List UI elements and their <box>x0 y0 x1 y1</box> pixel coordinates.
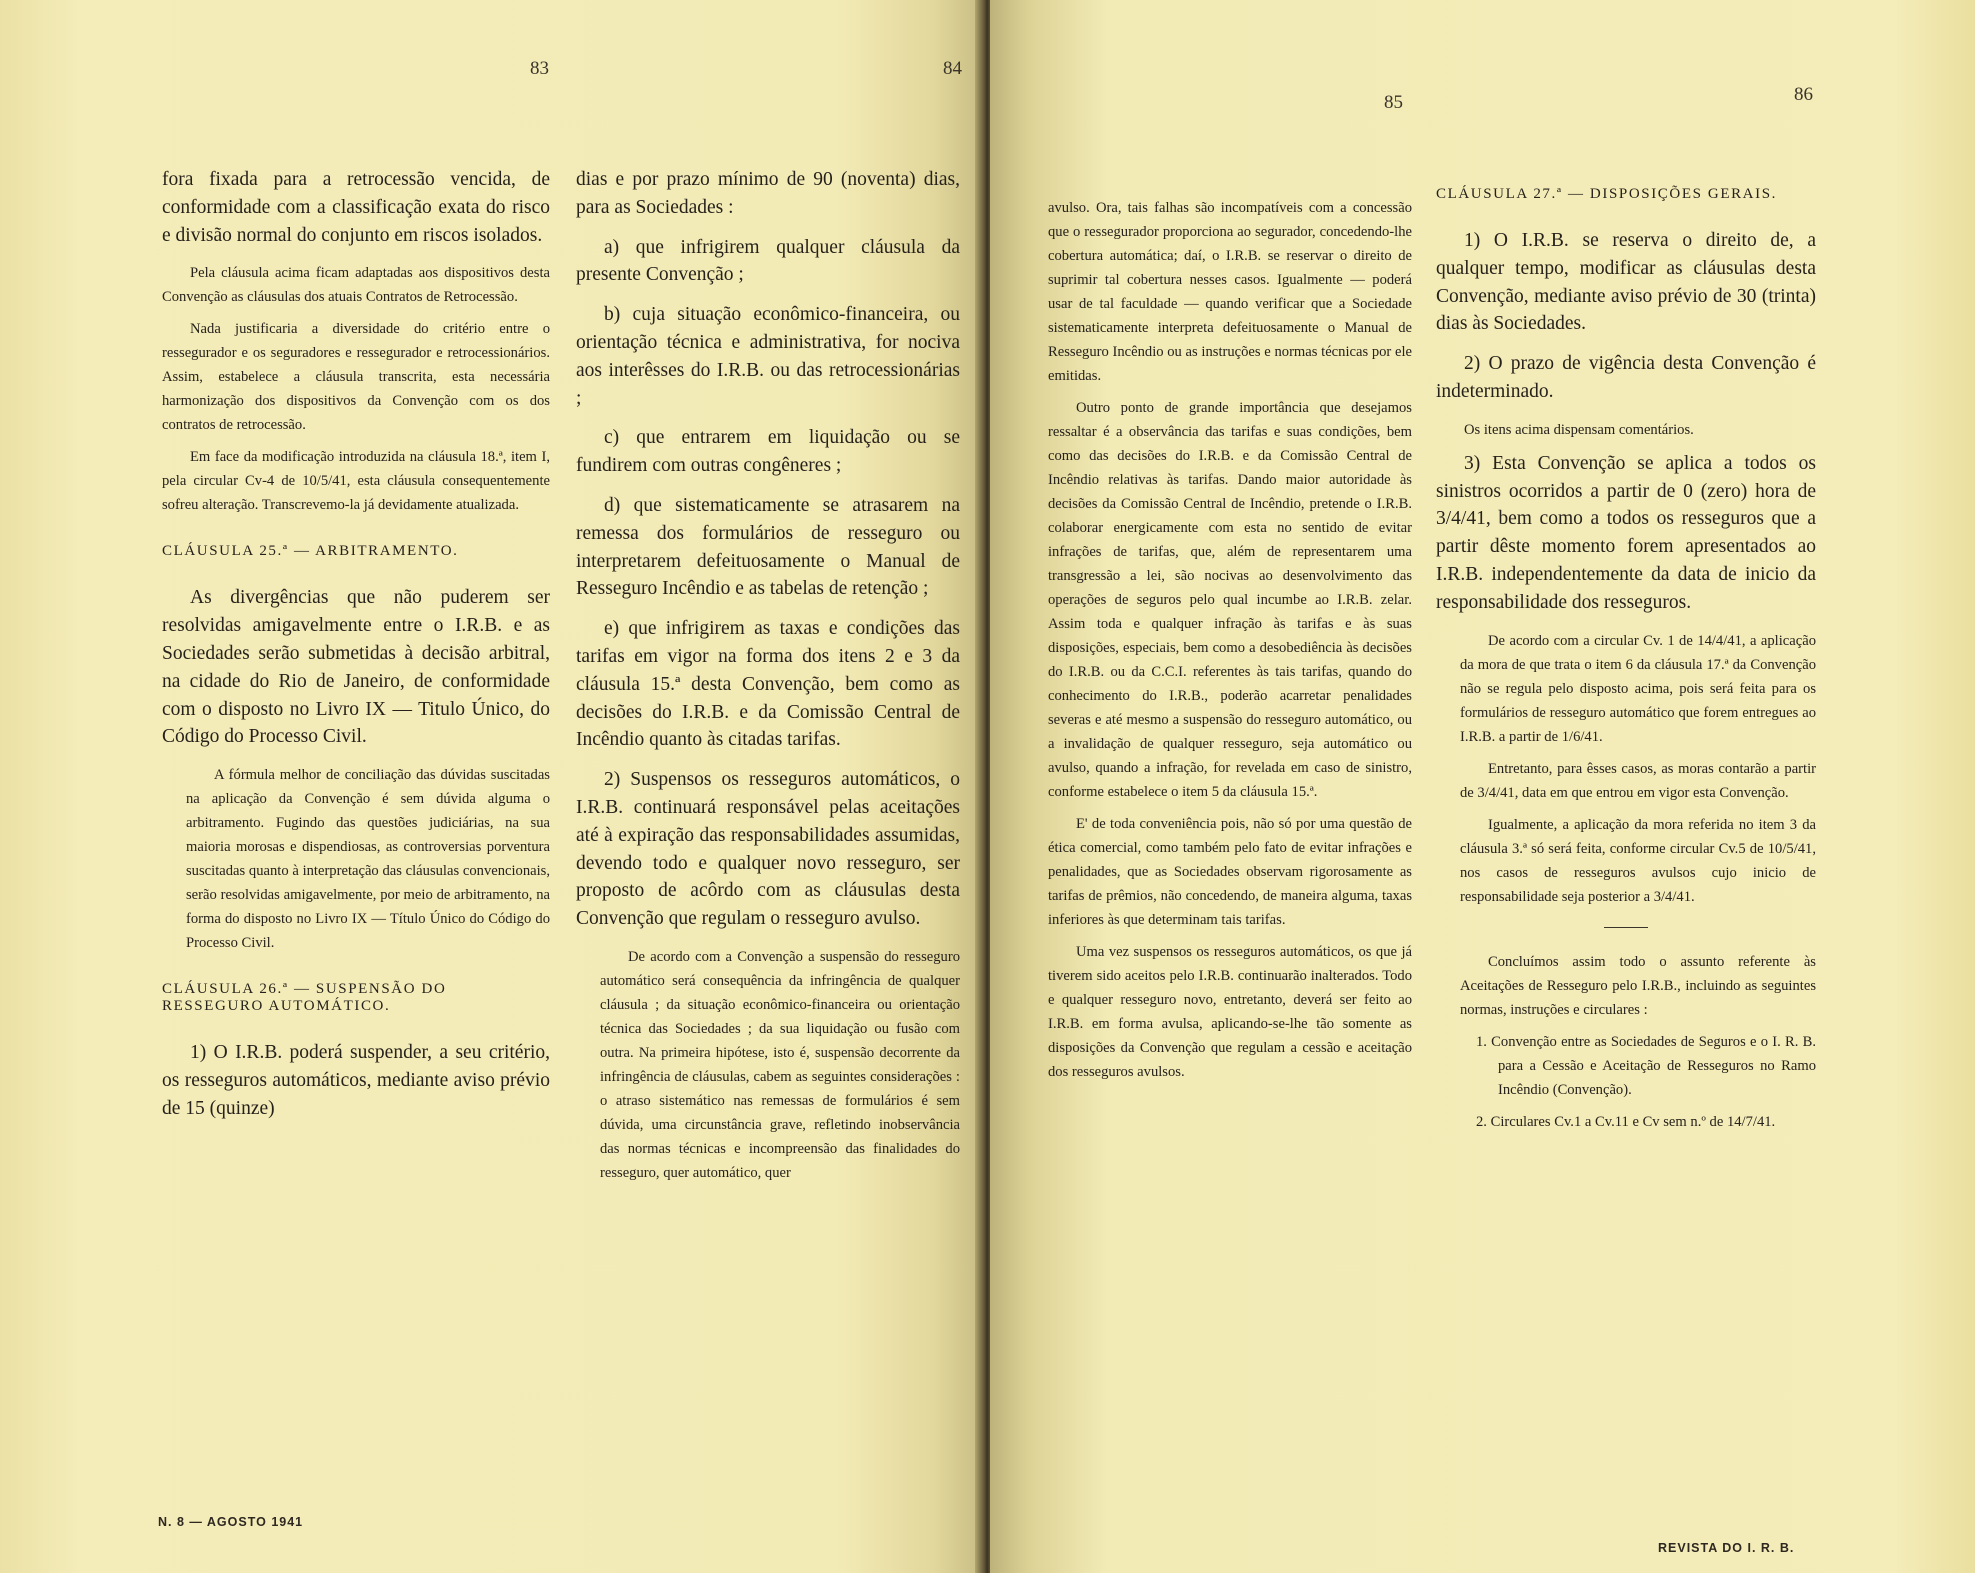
paragraph: 1) O I.R.B. poderá suspender, a seu critério, os resseguros automáticos, mediante aviso prévio de 15 (quinze) <box>162 1042 550 1119</box>
commentary: Outro ponto de grande importância que desejamos ressaltar é a observância das tarifas e suas condições, bem como das decisões do I.R.B. e da Comissão Central de Incêndio relativas às tarifas. Dando maior autoridade às decisões da Comissão Central de Incêndio, pretende o I.R.B. colaborar energicamente com esta no sentido de evitar infrações de tarifas, que, além de representarem uma transgressão a lei, são nocivas ao desenvolvimento das operações de seguros pelo qual incumbe ao I.R.B. zelar. Assim toda e qualquer infração às tarifas e às suas disposições, especiais, bem como a desobediência às decisões do I.R.B. ou da C.C.I. referentes às tais tarifas, quando do conhecimento do I.R.B., poderão acarretar penalidades severas e até mesmo a suspensão do resseguro automático, ou a invalidação de qualquer resseguro, seja automático ou avulso, quando a infração, for revelada em caso de sinistro, conforme estabelece o item 5 da cláusula 15.ª. <box>1048 400 1412 800</box>
page-number-84: 84 <box>943 58 962 79</box>
paragraph: As divergências que não puderem ser resolvidas amigavelmente entre o I.R.B. e as Sociedades serão submetidas à decisão arbitral, na cidade do Rio de Janeiro, de conformidade com o disposto no Livro IX — Titulo Único, do Código do Processo Civil. <box>162 587 550 748</box>
commentary: De acordo com a Convenção a suspensão do resseguro automático será consequência da infringência de qualquer cláusula ; da situação econômico-financeira ou orientação técnica das Sociedades ; da sua liquidação ou fusão com outra. Na primeira hipótese, isto é, suspensão decorrente da infringência de cláusulas, cabem as seguintes considerações : o atraso sistemático nas remessas de formulários é sem dúvida, uma circunstância grave, refletindo inobservância das normas técnicas e incompreensão das finalidades do resseguro, quer automático, quer <box>600 948 960 1181</box>
commentary: E' de toda conveniência pois, não só por uma questão de ética comercial, como também pelo fato de evitar infrações e penalidades, que as Sociedades observam rigorosamente as tarifas de prêmios, não concedendo, de maneira alguma, taxas inferiores às que determinam tais tarifas. <box>1048 816 1412 928</box>
column-page-84 <box>576 166 960 1193</box>
item-d: d) que sistematicamente se atrasarem na remessa dos formulários de resseguro ou interpretarem defeituosamente o Manual de Resseguro Incêndio e as tabelas de retenção ; <box>576 494 960 600</box>
commentary: Os itens acima dispensam comentários. <box>1464 421 1694 438</box>
page-number-85: 85 <box>1384 92 1403 113</box>
item-c: c) que entrarem em liquidação ou se fundirem com outras congêneres ; <box>576 427 960 477</box>
page-number-83: 83 <box>530 58 549 79</box>
paragraph: 2) Suspensos os resseguros automáticos, o I.R.B. continuará responsável pelas aceitações até à expiração das responsabilidades assumidas, devendo todo e qualquer novo resseguro, ser proposto de acôrdo com as cláusulas desta Convenção que regulam o resseguro avulso. <box>576 769 960 930</box>
commentary: De acordo com a circular Cv. 1 de 14/4/41, a aplicação da mora de que trata o item 6 da cláusula 17.ª da Convenção não se regula pelo disposto acima, pois será feita para os formulários de resseguro automático que forem entregues ao I.R.B. a partir de 1/6/41. <box>1460 632 1816 745</box>
commentary: Entretanto, para êsses casos, as moras contarão a partir de 3/4/41, data em que entrou em vigor esta Convenção. <box>1460 760 1816 801</box>
commentary: Igualmente, a aplicação da mora referida no item 3 da cláusula 3.ª só será feita, conforme circular Cv.5 de 10/5/41, nos casos de resseguros avulsos cujo inicio de responsabilidade seja posterior a 3/4/41. <box>1460 816 1816 905</box>
normas-list <box>1436 1030 1816 1134</box>
item-a: a) que infrigirem qualquer cláusula da presente Convenção ; <box>576 236 960 286</box>
clause-27-heading: CLÁUSULA 27.ª — DISPOSIÇÕES GERAIS. <box>1436 186 1778 202</box>
clause-26-heading: CLÁUSULA 26.ª — SUSPENSÃO DO RESSEGURO AUTOMÁTICO. <box>162 981 447 1015</box>
list-item: 2. Circulares Cv.1 a Cv.11 e Cv sem n.º de 14/7/41. <box>1476 1113 1776 1130</box>
section-divider <box>1604 927 1648 928</box>
footer-issue: N. 8 — AGOSTO 1941 <box>158 1515 304 1529</box>
footer-publication: REVISTA DO I. R. B. <box>1658 1541 1795 1555</box>
paragraph: fora fixada para a retrocessão vencida, de conformidade com a classificação exata do risco e divisão normal do conjunto em riscos isolados. <box>162 169 550 246</box>
commentary: Uma vez suspensos os resseguros automáticos, os que já tiverem sido aceitos pelo I.R.B. continuarão inalterados. Todo e qualquer resseguro novo, entretanto, deverá ser feito ao I.R.B. em forma avulsa, aplicando-se-lhe tão somente as disposições da Convenção que regulam a cessão e aceitação dos resseguros avulsos. <box>1048 944 1412 1080</box>
commentary: Concluímos assim todo o assunto referente às Aceitações de Resseguro pelo I.R.B., incluindo as seguintes normas, instruções e circulares : <box>1460 953 1816 1018</box>
right-page <box>990 0 1975 1573</box>
clause-25-heading: CLÁUSULA 25.ª — ARBITRAMENTO. <box>162 543 459 560</box>
paragraph: 3) Esta Convenção se aplica a todos os sinistros ocorridos a partir de 0 (zero) hora de 3/4/41, bem como a todos os resseguros que a partir dêste momento forem apresentados ao I.R.B. independentemente da data de inicio da responsabilidade dos resseguros. <box>1436 452 1816 613</box>
left-page <box>0 0 983 1573</box>
paragraph: 1) O I.R.B. se reserva o direito de, a qualquer tempo, modificar as cláusulas desta Convenção, mediante aviso prévio de 30 (trinta) dias às Sociedades. <box>1436 230 1816 335</box>
commentary: Pela cláusula acima ficam adaptadas aos dispositivos desta Convenção as cláusulas dos atuais Contratos de Retrocessão. <box>162 265 550 306</box>
list-item: 1. Convenção entre as Sociedades de Seguros e o I. R. B. para a Cessão e Aceitação de Resseguros no Ramo Incêndio (Convenção). <box>1476 1033 1816 1098</box>
page-number-86: 86 <box>1794 84 1813 105</box>
paragraph: dias e por prazo mínimo de 90 (noventa) dias, para as Sociedades : <box>576 169 960 218</box>
column-page-85 <box>1048 196 1412 1092</box>
commentary: A fórmula melhor de conciliação das dúvidas suscitadas na aplicação da Convenção é sem dúvida alguma o arbitramento. Fugindo das questões judiciárias, na sua maioria morosas e dispendiosas, as controversias porventura suscitadas quanto à interpretação das cláusulas convencionais, serão resolvidas amigavelmente, por meio de arbitramento, na forma do disposto no Livro IX — Título Único do Código do Processo Civil. <box>186 767 550 952</box>
item-b: b) cuja situação econômico-financeira, ou orientação técnica e administrativa, for nociva aos interêsses do I.R.B. ou das retrocessionárias ; <box>576 304 960 409</box>
item-e: e) que infrigirem as taxas e condições das tarifas em vigor na forma dos itens 2 e 3 da cláusula 15.ª desta Convenção, bem como as decisões do I.R.B. e da Comissão Central de Incêndio quanto às citadas tarifas. <box>576 618 960 751</box>
column-page-86 <box>1436 186 1816 1142</box>
column-page-83 <box>162 166 550 1135</box>
commentary: Nada justificaria a diversidade do critério entre o ressegurador e os seguradores e ressegurador e retrocessionários. Assim, estabelece a cláusula transcrita, esta necessária harmonização dos dispositivos da Convenção com os dos contratos de retrocessão. <box>162 321 550 434</box>
commentary: avulso. Ora, tais falhas são incompatíveis com a concessão que o ressegurador proporciona ao segurador, concedendo-lhe cobertura automática; daí, o I.R.B. se reservar o direito de suprimir tal cobertura nesses casos. Igualmente — poderá usar de tal faculdade — quando verificar que a Sociedade sistematicamente interpreta defeituosamente o Manual de Resseguro Incêndio ou as instruções e normas técnicas por ele emitidas. <box>1048 200 1412 384</box>
paragraph: 2) O prazo de vigência desta Convenção é indeterminado. <box>1436 353 1816 402</box>
commentary: Em face da modificação introduzida na cláusula 18.ª, item I, pela circular Cv-4 de 10/5/41, esta cláusula consequentemente sofreu alteração. Transcrevemo-la já devidamente atualizada. <box>162 449 550 514</box>
